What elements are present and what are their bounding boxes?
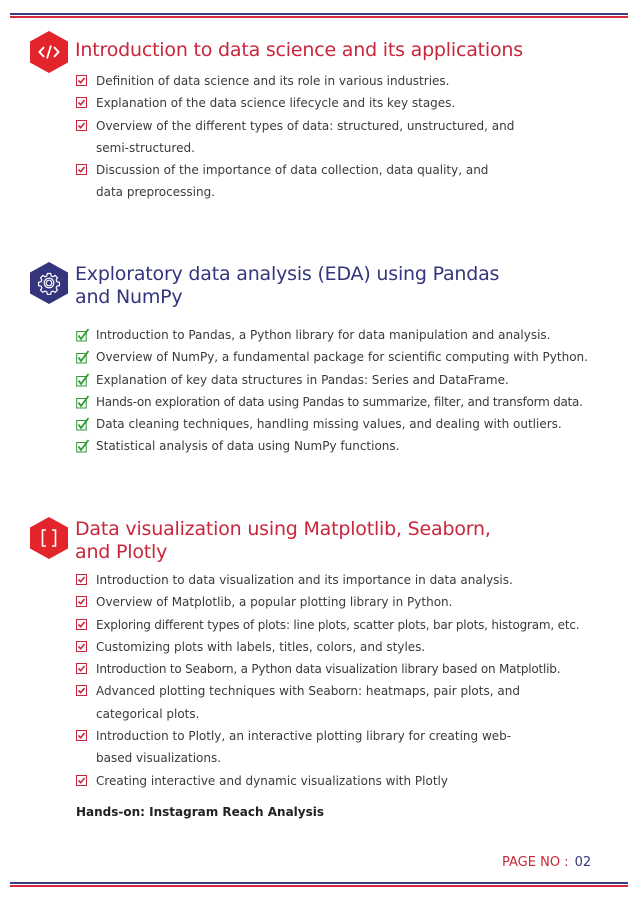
- list-item: Statistical analysis of data using NumPy functions.: [76, 435, 620, 457]
- checkmark-icon: [76, 350, 90, 364]
- section-title: Exploratory data analysis (EDA) using Pandas and NumPy: [75, 263, 500, 308]
- checkmark-icon: [76, 395, 90, 409]
- section-header: [30, 517, 620, 564]
- checkbox-icon: [76, 596, 87, 607]
- checkbox-icon: [76, 619, 87, 630]
- checkmark-icon: [76, 373, 90, 387]
- list-item: Introduction to Pandas, a Python library for data manipulation and analysis.: [76, 324, 620, 346]
- section-title: Introduction to data science and its applications: [75, 39, 523, 61]
- list-item: Hands-on exploration of data using Pandas to summarize, filter, and transform data.: [76, 391, 620, 413]
- section-eda: [30, 262, 620, 458]
- list-item: Overview of Matplotlib, a popular plotting library in Python.: [76, 591, 620, 613]
- checkbox-icon: [76, 164, 87, 175]
- page-number: [502, 855, 591, 870]
- topic-list: [30, 569, 620, 792]
- handson-project: Hands-on: Instagram Reach Analysis: [76, 805, 325, 819]
- brackets-icon: [30, 517, 68, 559]
- section-intro-data-science: [30, 31, 620, 204]
- page-number-value: 02: [574, 855, 592, 870]
- list-item: Data cleaning techniques, handling missing values, and dealing with outliers.: [76, 413, 620, 435]
- checkmark-icon: [76, 328, 90, 342]
- section-data-visualization: [30, 517, 620, 792]
- bottom-divider: [10, 882, 628, 887]
- checkbox-icon: [76, 730, 87, 741]
- checkbox-icon: [76, 120, 87, 131]
- checkbox-icon: [76, 75, 87, 86]
- checkbox-icon: [76, 685, 87, 696]
- list-item: Explanation of key data structures in Pandas: Series and DataFrame.: [76, 369, 620, 391]
- checkmark-icon: [76, 439, 90, 453]
- section-title: Data visualization using Matplotlib, Seaborn, and Plotly: [75, 518, 491, 563]
- topic-list: [30, 70, 620, 204]
- list-item: Explanation of the data science lifecycle and its key stages.: [76, 92, 620, 114]
- list-item: Overview of NumPy, a fundamental package for scientific computing with Python.: [76, 346, 620, 368]
- list-item: Customizing plots with labels, titles, colors, and styles.: [76, 636, 620, 658]
- section-header: [30, 262, 620, 309]
- checkmark-icon: [76, 417, 90, 431]
- list-item: Overview of the different types of data: structured, unstructured, and semi-structured.: [76, 115, 526, 160]
- list-item: Exploring different types of plots: line plots, scatter plots, bar plots, histogram, etc.: [76, 614, 620, 636]
- list-item: Advanced plotting techniques with Seaborn: heatmaps, pair plots, and categorical plots.: [76, 680, 576, 725]
- gear-icon: [30, 262, 68, 304]
- code-icon: [30, 31, 68, 73]
- list-item: Discussion of the importance of data collection, data quality, and data preprocessing.: [76, 159, 506, 204]
- checkbox-icon: [76, 574, 87, 585]
- list-item: Introduction to Seaborn, a Python data visualization library based on Matplotlib.: [76, 658, 620, 680]
- list-item: Introduction to data visualization and its importance in data analysis.: [76, 569, 620, 591]
- checkbox-icon: [76, 97, 87, 108]
- page-number-label: PAGE NO :: [502, 855, 569, 870]
- top-divider: [10, 13, 628, 18]
- topic-list: [30, 324, 620, 458]
- checkbox-icon: [76, 641, 87, 652]
- list-item: Definition of data science and its role in various industries.: [76, 70, 620, 92]
- checkbox-icon: [76, 663, 87, 674]
- list-item: Creating interactive and dynamic visualizations with Plotly: [76, 770, 620, 792]
- checkbox-icon: [76, 775, 87, 786]
- section-header: [30, 31, 620, 73]
- list-item: Introduction to Plotly, an interactive plotting library for creating web-based visualizations.: [76, 725, 536, 770]
